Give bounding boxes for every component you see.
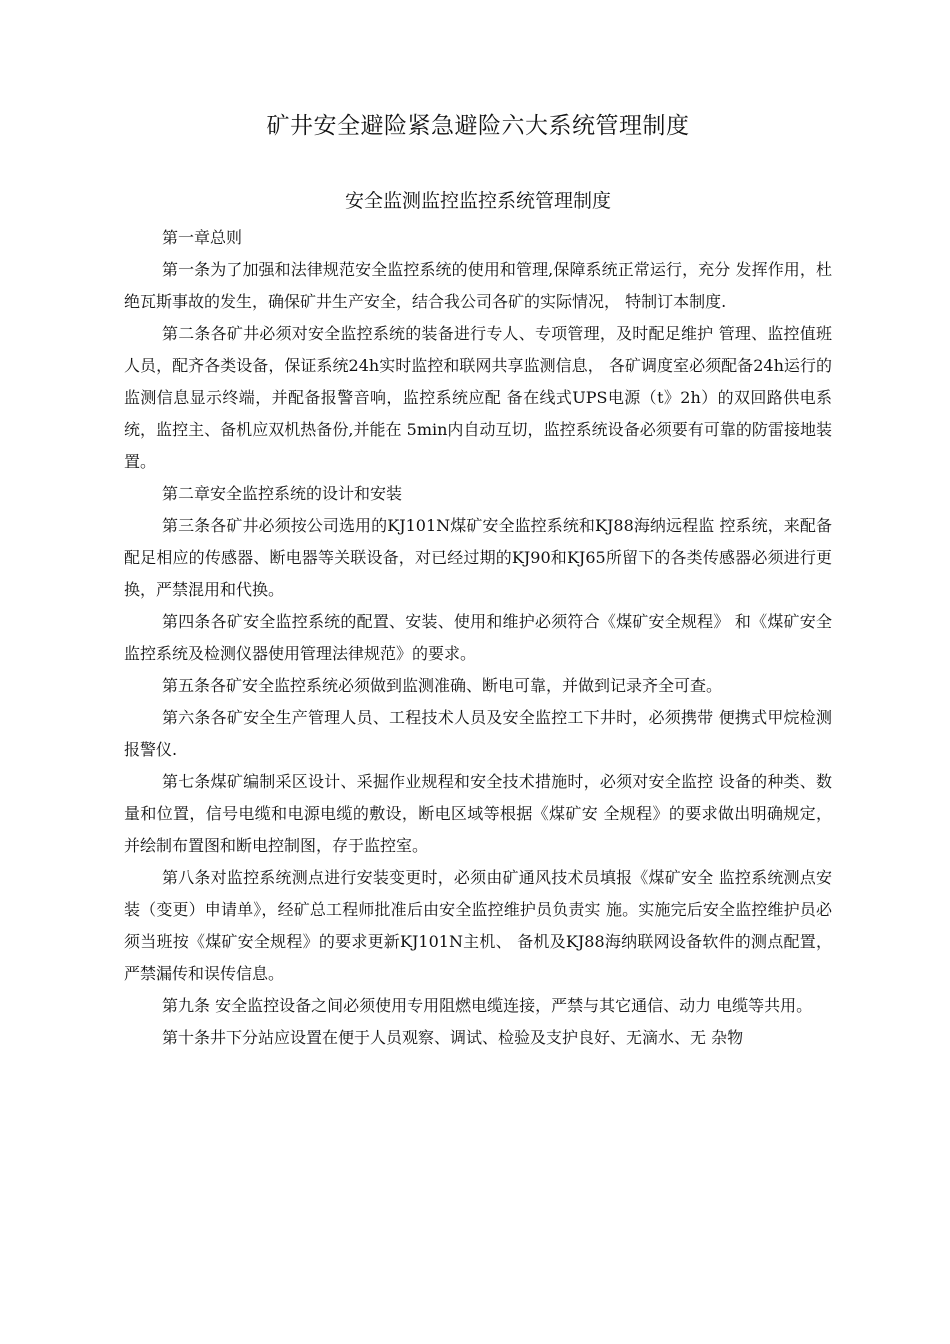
document-title: 矿井安全避险紧急避险六大系统管理制度: [266, 113, 690, 139]
article-paragraph: 第十条井下分站应设置在便于人员观察、调试、检验及支护良好、无滴水、无 杂物: [162, 1028, 744, 1047]
article-paragraph: 第九条 安全监控设备之间必须使用专用阻燃电缆连接，严禁与其它通信、动力 电缆等共用。: [162, 996, 813, 1015]
article-paragraph: 第四条各矿安全监控系统的配置、安装、使用和维护必须符合《煤矿安全规程》 和《煤矿安全监控系统及检测仪器使用管理法律规范》的要求。: [124, 612, 832, 663]
article-paragraph: 第五条各矿安全监控系统必须做到监测准确、断电可靠，并做到记录齐全可查。: [162, 676, 723, 695]
chapter-heading: 第一章总则: [162, 228, 243, 247]
article-paragraph: 第八条对监控系统测点进行安装变更时，必须由矿通风技术员填报《煤矿安全 监控系统测点安装（变更）申请单》，经矿总工程师批准后由安全监控维护员负责实 施。实施完后安全监控维护员必须当班按《煤矿安全规程》的要求更新KJ101N主机、 备机及KJ88海纳联网设备软件的测点配置，严禁漏传和误传信息。: [124, 868, 832, 983]
chapter-heading: 第二章安全监控系统的设计和安装: [162, 484, 403, 503]
article-paragraph: 第二条各矿井必须对安全监控系统的装备进行专人、专项管理，及时配足维护 管理、监控值班人员，配齐各类设备，保证系统24h实时监控和联网共享监测信息， 各矿调度室必须配备24h运行的监测信息显示终端，并配备报警音响，监控系统应配 备在线式UPS电源（t》2h）的双回路供电系统，监控主、备机应双机热备份,并能在 5min内自动互切，监控系统设备必须要有可靠的防雷接地装置。: [124, 324, 832, 471]
article-paragraph: 第三条各矿井必须按公司选用的KJ101N煤矿安全监控系统和KJ88海纳远程监 控系统，来配备配足相应的传感器、断电器等关联设备，对已经过期的KJ90和KJ65所留下的各类传感器必须进行更换，严禁混用和代换。: [124, 516, 832, 599]
article-paragraph: 第一条为了加强和法律规范安全监控系统的使用和管理,保障系统正常运行，充分 发挥作用，杜绝瓦斯事故的发生，确保矿井生产安全，结合我公司各矿的实际情况， 特制订本制度.: [124, 260, 832, 311]
document-body: [124, 222, 832, 1054]
document-subtitle: 安全监测监控监控系统管理制度: [344, 190, 611, 212]
article-paragraph: 第七条煤矿编制采区设计、采掘作业规程和安全技术措施时，必须对安全监控 设备的种类、数量和位置，信号电缆和电源电缆的敷设，断电区域等根据《煤矿安 全规程》的要求做出明确规定，并绘制布置图和断电控制图，存于监控室。: [124, 772, 832, 855]
article-paragraph: 第六条各矿安全生产管理人员、工程技术人员及安全监控工下井时，必须携带 便携式甲烷检测报警仪.: [124, 708, 832, 759]
